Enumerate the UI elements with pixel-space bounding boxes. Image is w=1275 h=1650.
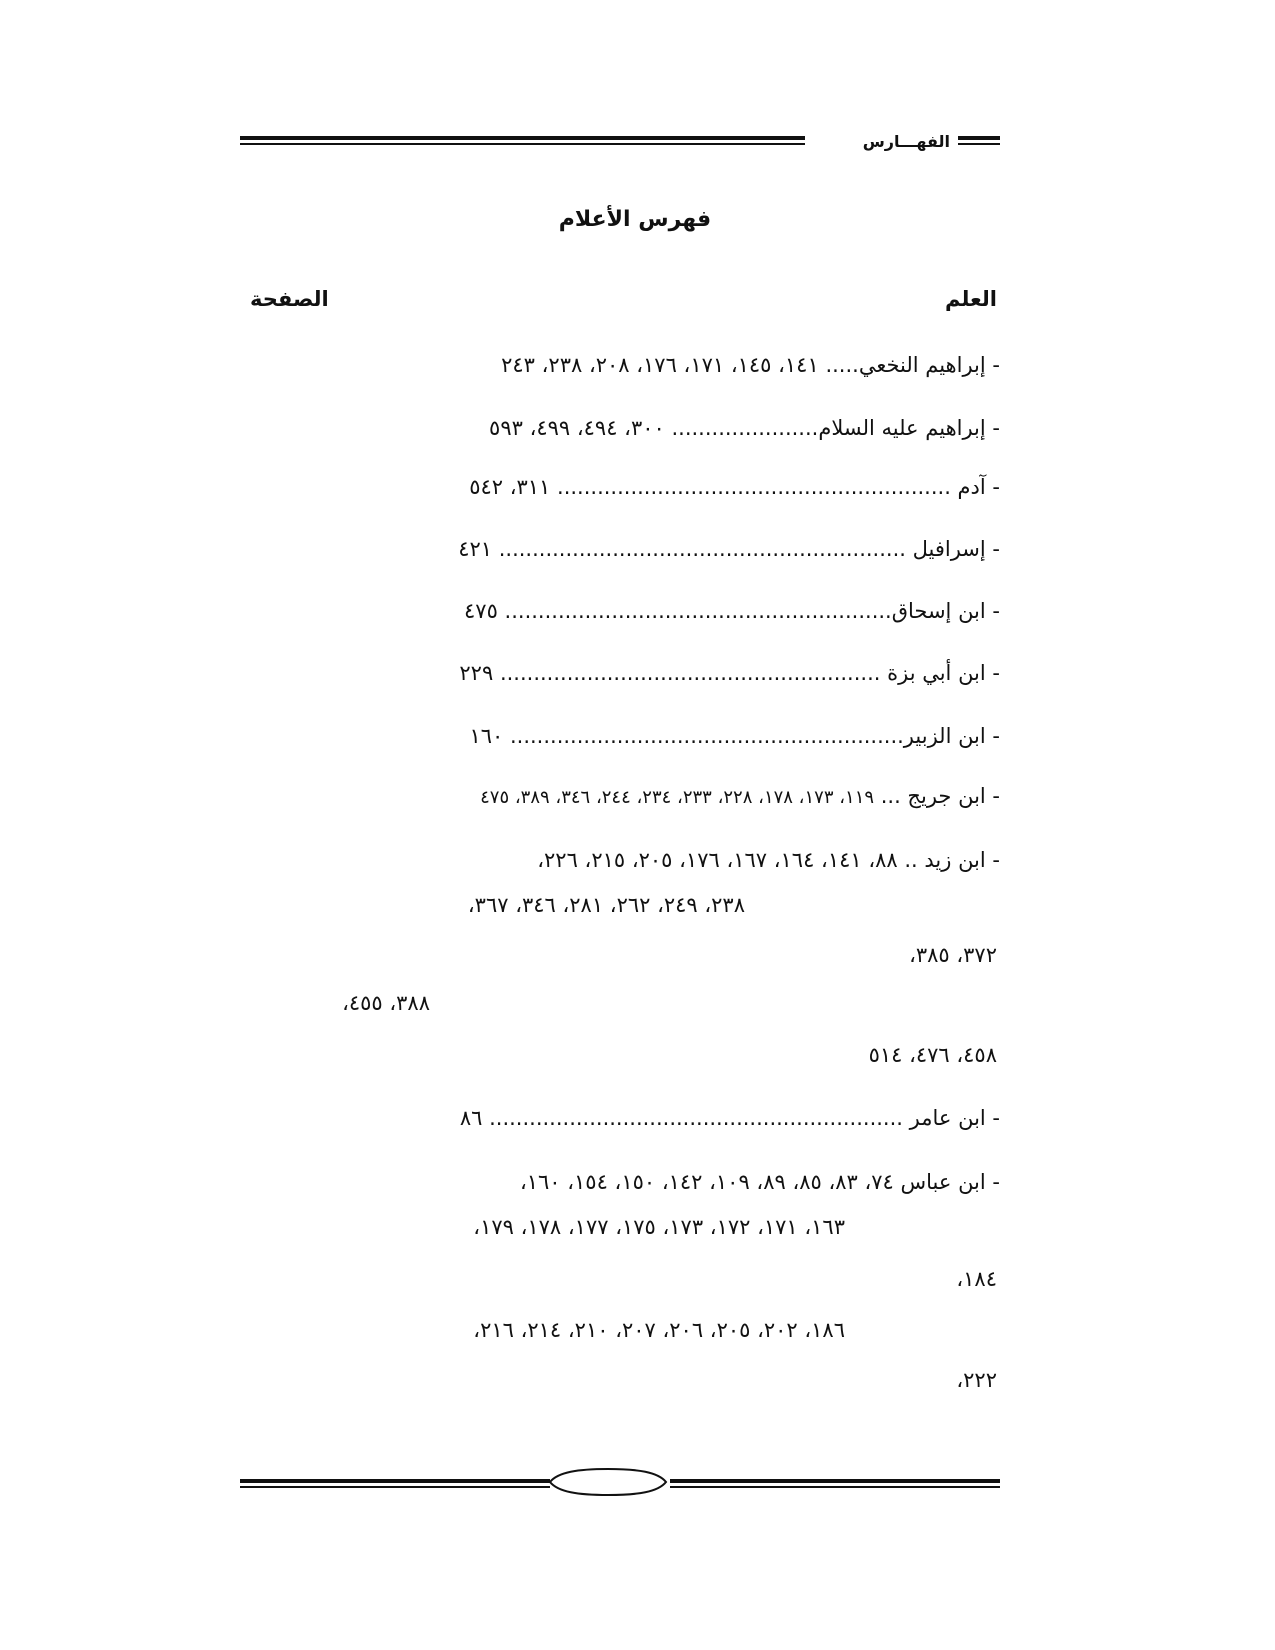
entry-pages: ٧٤، ٨٣، ٨٥، ٨٩، ١٠٩، ١٤٢، ١٥٠، ١٥٤، ١٦٠، xyxy=(519,1170,894,1194)
footer-oval-ornament xyxy=(548,1466,668,1498)
entry-pages-continued: ٢٢٢، xyxy=(956,1368,997,1392)
entry-name: - ابن إسحاق.......................................................... xyxy=(504,599,1000,623)
entry-pages: ١٤١، ١٤٥، ١٧١، ١٧٦، ٢٠٨، ٢٣٨، ٢٤٣ xyxy=(501,353,819,377)
entry-pages: ١٦٠ xyxy=(469,724,504,748)
entry-pages-continued: ١٦٣، ١٧١، ١٧٢، ١٧٣، ١٧٥، ١٧٧، ١٧٨، ١٧٩، xyxy=(473,1215,845,1239)
entry-pages-continued: ١٨٤، xyxy=(956,1267,997,1291)
header-rule xyxy=(240,136,805,145)
column-header-name: العلم xyxy=(945,287,997,311)
index-entry xyxy=(260,1162,1000,1202)
index-entry xyxy=(260,776,1000,816)
entry-pages: ٣١١، ٥٤٢ xyxy=(469,475,551,499)
entry-pages-continued: ٤٥٨، ٤٧٦، ٥١٤ xyxy=(868,1043,997,1067)
page-title: فهرس الأعلام xyxy=(558,207,712,232)
footer-rule xyxy=(670,1479,1000,1488)
entry-name: - ابن عباس xyxy=(900,1170,1000,1194)
entry-pages: ٢٢٩ xyxy=(459,661,494,685)
entry-name: - ابن أبي بزة ......................................................... xyxy=(499,661,1000,685)
entry-pages-continued: ١٨٦، ٢٠٢، ٢٠٥، ٢٠٦، ٢٠٧، ٢١٠، ٢١٤، ٢١٦، xyxy=(473,1318,845,1342)
index-entry xyxy=(260,408,1000,448)
entry-name: - إسرافيل ............................................................. xyxy=(498,537,1000,561)
footer-rule xyxy=(240,1479,550,1488)
entry-pages-continued: ٢٣٨، ٢٤٩، ٢٦٢، ٢٨١، ٣٤٦، ٣٦٧، xyxy=(467,893,745,917)
entry-pages: ١١٩، ١٧٣، ١٧٨، ٢٢٨، ٢٣٣، ٢٣٤، ٢٤٤، ٣٤٦، ٣٨٩، ٤٧٥ xyxy=(480,787,875,808)
entry-name: - ابن عامر .............................................................. xyxy=(489,1106,1000,1130)
entry-pages: ٤٧٥ xyxy=(464,599,498,623)
index-entry xyxy=(260,840,1000,880)
entry-pages: ٣٠٠، ٤٩٤، ٤٩٩، ٥٩٣ xyxy=(489,416,665,440)
entry-name: - إبراهيم النخعي..... xyxy=(825,353,1000,377)
index-entry xyxy=(260,591,1000,631)
index-entry xyxy=(260,467,1000,507)
header-rule-short xyxy=(958,136,1000,145)
entry-pages: ٨٦ xyxy=(459,1106,483,1130)
entry-pages-continued: ٣٨٨، ٤٥٥، xyxy=(342,991,430,1015)
index-entry xyxy=(260,345,1000,385)
entry-pages-continued: ٣٧٢، ٣٨٥، xyxy=(909,943,997,967)
column-header-page: الصفحة xyxy=(250,287,329,311)
entry-name: - ابن زيد .. xyxy=(904,848,1000,872)
running-header: الفهـــارس xyxy=(862,132,950,151)
entry-name: - إبراهيم عليه السلام...................... xyxy=(671,416,1000,440)
entry-name: - آدم ........................................................... xyxy=(557,475,1000,499)
index-entry xyxy=(260,653,1000,693)
entry-pages: ٤٢١ xyxy=(458,537,493,561)
entry-name: - ابن الزبير........................................................... xyxy=(509,724,1000,748)
entry-pages: ٨٨، ١٤١، ١٦٤، ١٦٧، ١٧٦، ٢٠٥، ٢١٥، ٢٢٦، xyxy=(537,848,898,872)
index-entry xyxy=(260,716,1000,756)
index-entry xyxy=(260,529,1000,569)
entry-name: - ابن جريج ... xyxy=(880,784,1000,808)
index-entry xyxy=(260,1098,1000,1138)
